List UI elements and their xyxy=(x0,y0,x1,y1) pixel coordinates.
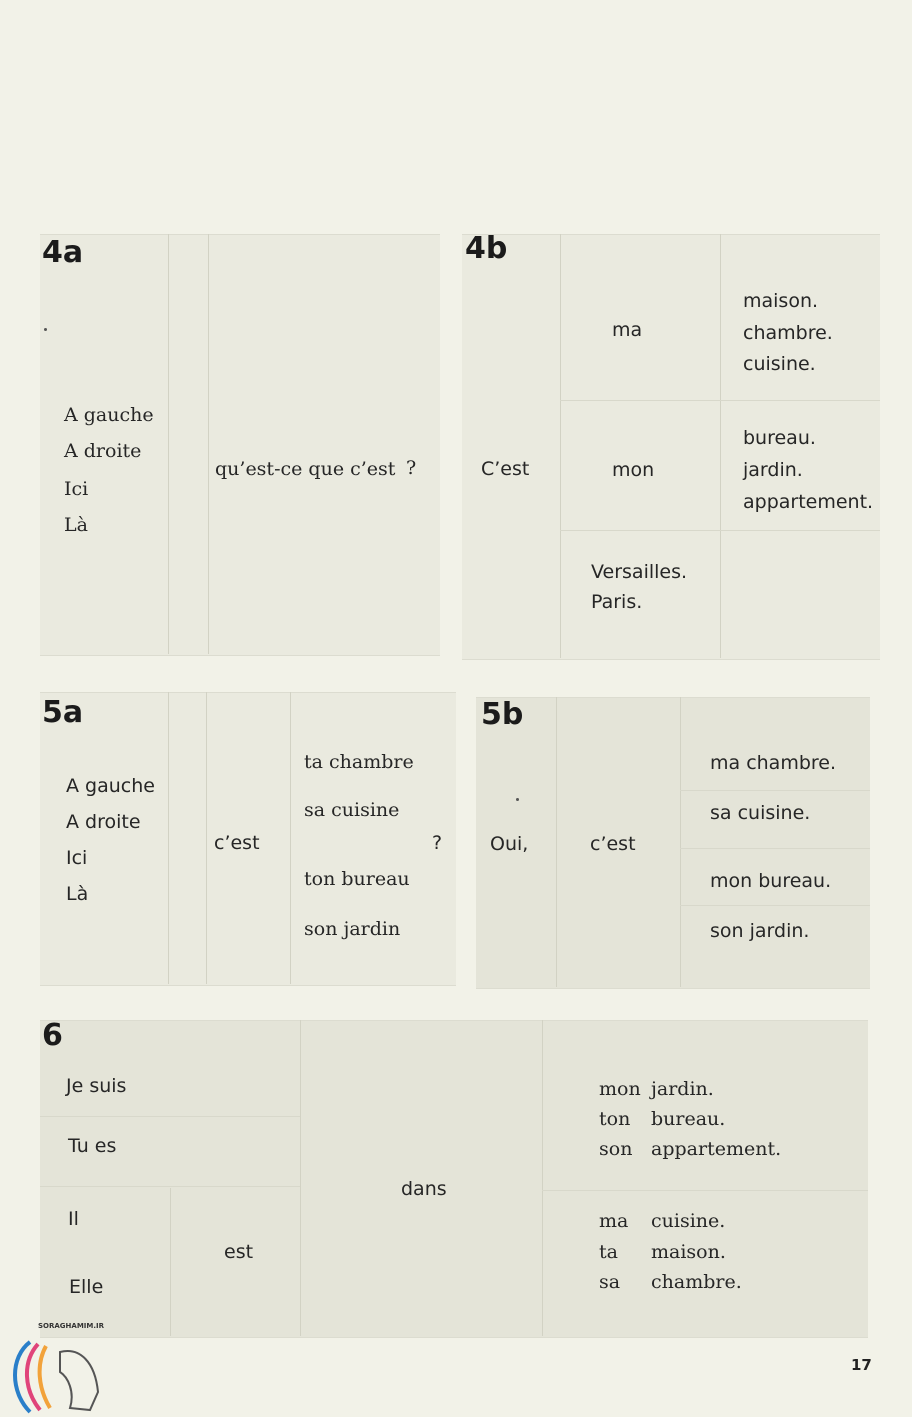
answer-word: Oui, xyxy=(490,833,529,855)
divider xyxy=(208,234,209,654)
divider xyxy=(542,1020,543,1336)
subject-item: Tu es xyxy=(68,1135,117,1157)
subject-item: A gauche xyxy=(66,775,155,797)
exercise-label-5a: 5a xyxy=(42,695,84,730)
noun-item: bureau. xyxy=(651,1108,726,1130)
divider xyxy=(680,905,870,906)
watermark-text: SORAGHAMIM.IR xyxy=(38,1322,105,1330)
noun-item: cuisine. xyxy=(743,353,816,375)
divider xyxy=(720,234,721,658)
sentence-start: C’est xyxy=(481,458,530,480)
preposition: dans xyxy=(401,1178,447,1200)
noun-item: appartement. xyxy=(743,491,874,513)
object-item: sa cuisine. xyxy=(710,802,811,824)
divider xyxy=(40,1186,300,1187)
possessive-item: ton xyxy=(599,1108,631,1130)
subject-item: Là xyxy=(66,883,89,905)
divider xyxy=(560,400,880,401)
divider xyxy=(168,692,169,984)
possessive-item: ma xyxy=(599,1210,629,1232)
watermark-logo xyxy=(0,1322,112,1417)
divider xyxy=(680,848,870,849)
page-number: 17 xyxy=(851,1356,872,1374)
possessive-item: ta xyxy=(599,1241,618,1263)
possessive-mon: mon xyxy=(612,459,655,481)
divider xyxy=(300,1020,301,1336)
place-item: Paris. xyxy=(591,591,643,613)
object-item: son jardin. xyxy=(710,920,810,942)
noun-item: chambre. xyxy=(743,322,833,344)
question-phrase: qu’est-ce que c’est xyxy=(215,458,396,480)
subject-item: Ici xyxy=(64,478,89,500)
subject-item: Ici xyxy=(66,847,88,869)
divider xyxy=(168,234,169,654)
noun-item: appartement. xyxy=(651,1138,782,1160)
divider xyxy=(290,692,291,984)
subject-item: A droite xyxy=(66,811,141,833)
subject-item: Il xyxy=(68,1208,79,1230)
divider xyxy=(170,1188,171,1336)
exercise-label-4b: 4b xyxy=(465,231,508,266)
exercise-label-4a: 4a xyxy=(42,235,84,270)
divider xyxy=(556,697,557,987)
possessive-item: mon xyxy=(599,1078,641,1100)
object-item: ma chambre. xyxy=(710,752,837,774)
divider xyxy=(206,692,207,984)
object-item: ton bureau xyxy=(304,868,410,890)
divider xyxy=(680,697,681,987)
divider xyxy=(560,234,561,658)
object-item: ta chambre xyxy=(304,751,414,773)
noun-item: maison. xyxy=(743,290,819,312)
question-mark: ? xyxy=(432,832,443,854)
place-item: Versailles. xyxy=(591,561,688,583)
verb: c’est xyxy=(214,832,260,854)
noun-item: chambre. xyxy=(651,1271,742,1293)
speck xyxy=(44,328,47,331)
possessive-item: sa xyxy=(599,1271,621,1293)
divider xyxy=(680,790,870,791)
verb: c’est xyxy=(590,833,636,855)
divider xyxy=(40,1116,300,1117)
subject-item: A droite xyxy=(64,440,142,462)
exercise-label-5b: 5b xyxy=(481,697,524,732)
noun-item: jardin. xyxy=(651,1078,714,1100)
panel-6 xyxy=(40,1020,868,1338)
divider xyxy=(560,530,880,531)
noun-item: jardin. xyxy=(743,459,803,481)
object-item: son jardin xyxy=(304,918,401,940)
exercise-label-6: 6 xyxy=(42,1018,63,1053)
subject-item: Là xyxy=(64,514,88,536)
noun-item: cuisine. xyxy=(651,1210,726,1232)
object-item: sa cuisine xyxy=(304,799,400,821)
noun-item: maison. xyxy=(651,1241,726,1263)
object-item: mon bureau. xyxy=(710,870,832,892)
speck xyxy=(516,798,519,801)
possessive-item: son xyxy=(599,1138,633,1160)
noun-item: bureau. xyxy=(743,427,816,449)
subject-item: A gauche xyxy=(64,404,154,426)
panel-5b xyxy=(476,697,870,989)
divider xyxy=(542,1190,868,1191)
subject-item: Je suis xyxy=(66,1075,127,1097)
verb-est: est xyxy=(224,1241,254,1263)
possessive-ma: ma xyxy=(612,319,643,341)
question-mark: ? xyxy=(406,457,417,479)
subject-item: Elle xyxy=(69,1276,104,1298)
